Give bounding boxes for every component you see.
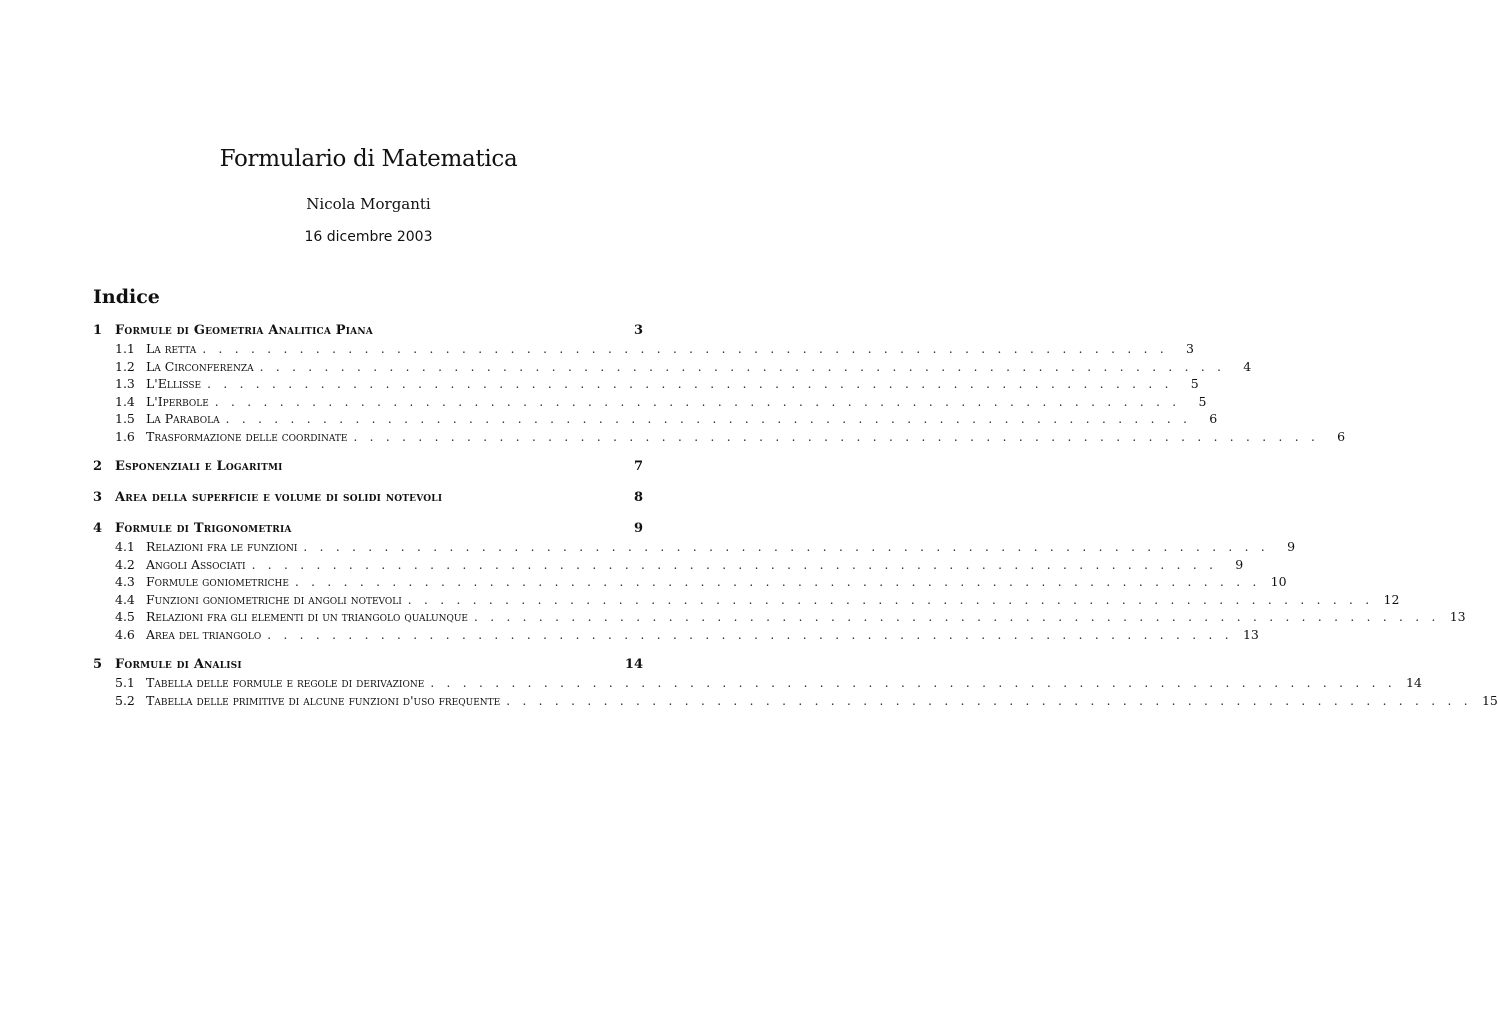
toc-subsection-title: Relazioni fra le funzioni [146, 539, 298, 554]
toc-subsection-number: 1.1 [115, 341, 135, 356]
toc-subsection-page: 13 [1449, 609, 1466, 624]
toc-subsection-entry[interactable] [115, 375, 1199, 393]
dot-leader: . . . . . . . . . . . . . . . . . . . . . . . . . . . . . . . . . . . . . . . . . . . . . . . . . . . . . . . . . . . . [259, 359, 1226, 374]
dot-leader: . . . . . . . . . . . . . . . . . . . . . . . . . . . . . . . . . . . . . . . . . . . . . . . . . . . . . . . . . . . . [225, 412, 1192, 426]
dot-leader: . . . . . . . . . . . . . . . . . . . . . . . . . . . . . . . . . . . . . . . . . . . . . . . . . . . . . . . . . . . . [251, 557, 1218, 572]
toc-subsection-number: 1.3 [115, 376, 135, 391]
toc-section [93, 322, 1346, 445]
dot-leader: . . . . . . . . . . . . . . . . . . . . . . . . . . . . . . . . . . . . . . . . . . . . . . . . . . . . . . . . . . . . [407, 592, 1374, 607]
toc-subsection-page: 10 [1270, 574, 1287, 589]
toc-section-number: 2 [93, 459, 103, 474]
toc-section-number: 3 [93, 490, 103, 505]
toc-section [93, 458, 643, 476]
toc-subsection-page: 6 [1337, 428, 1346, 444]
toc-section-entry[interactable] [93, 489, 643, 507]
toc-section [93, 520, 1466, 643]
toc-subsection-title: La retta [146, 341, 197, 356]
toc-section-title: Area della superficie e volume di solidi notevoli [115, 490, 443, 505]
toc-subsection-title: L'Ellisse [146, 376, 202, 391]
toc-subsection-entry[interactable] [115, 410, 1218, 428]
toc-subsection-title: Relazioni fra gli elementi di un triangolo qualunque [146, 609, 468, 624]
toc-subsection-number: 1.4 [115, 393, 135, 409]
toc-subsection-page: 3 [1185, 341, 1194, 356]
toc-subsection-number: 1.2 [115, 358, 135, 374]
toc-subsection-number: 4.5 [115, 609, 135, 624]
toc-section-title: Formule di Geometria Analitica Piana [115, 323, 373, 338]
toc-subsection-page: 5 [1198, 393, 1207, 409]
toc-subsection-page: 14 [1406, 675, 1422, 690]
toc-subsection-number: 4.6 [115, 626, 135, 642]
toc-section-entry[interactable] [93, 322, 643, 340]
toc-section-entry[interactable] [93, 458, 643, 476]
toc-subsection-title: Formule goniometriche [146, 574, 289, 589]
toc-subsection-page: 9 [1287, 539, 1296, 554]
toc-subsection-page: 4 [1243, 358, 1252, 374]
toc-subsection-number: 1.5 [115, 411, 135, 426]
toc-subsection-entry[interactable] [115, 538, 1296, 556]
toc-section-number: 1 [93, 323, 103, 338]
toc-subsection-number: 4.2 [115, 556, 135, 572]
toc-subsection-number: 5.1 [115, 675, 135, 690]
dot-leader: . . . . . . . . . . . . . . . . . . . . . . . . . . . . . . . . . . . . . . . . . . . . . . . . . . . . . . . . . . . . [353, 429, 1320, 444]
dot-leader: . . . . . . . . . . . . . . . . . . . . . . . . . . . . . . . . . . . . . . . . . . . . . . . . . . . . . . . . . . . . [294, 575, 1261, 589]
toc-subsection-title: La Circonferenza [146, 358, 254, 374]
toc-section-entry[interactable] [93, 656, 643, 674]
toc-subsection-entry[interactable] [115, 626, 1259, 644]
toc-subsection-entry[interactable] [115, 591, 1400, 609]
toc-subsection-title: L'Iperbole [146, 393, 209, 409]
toc-section-title: Esponenziali e Logaritmi [115, 459, 283, 474]
toc-subsection-number: 1.6 [115, 428, 135, 444]
dot-leader: . . . . . . . . . . . . . . . . . . . . . . . . . . . . . . . . . . . . . . . . . . . . . . . . . . . . . . . . . . . . [303, 540, 1270, 554]
toc-section-page: 3 [633, 323, 643, 338]
toc-subsection-page: 12 [1383, 591, 1400, 607]
toc-subsection-title: Tabella delle primitive di alcune funzioni d'uso frequente [146, 692, 501, 708]
toc-subsection-entry[interactable] [115, 393, 1207, 411]
toc-subsection-title: Tabella delle formule e regole di derivazione [146, 675, 425, 690]
toc-subsection-number: 4.1 [115, 539, 135, 554]
toc-subsection-entry[interactable] [115, 674, 1422, 692]
toc-subsection-page: 9 [1235, 556, 1244, 572]
toc-section-page: 7 [633, 459, 643, 474]
toc-subsection-title: Area del triangolo [146, 626, 262, 642]
toc-section-number: 4 [93, 521, 103, 536]
toc-section [93, 489, 643, 507]
toc-section-page: 9 [633, 521, 643, 536]
toc-subsection-entry[interactable] [115, 428, 1346, 446]
toc-section [93, 656, 1498, 709]
toc-subsection-entry[interactable] [115, 358, 1252, 376]
table-of-contents [93, 322, 1498, 709]
toc-section-title: Formule di Analisi [115, 657, 242, 672]
dot-leader: . . . . . . . . . . . . . . . . . . . . . . . . . . . . . . . . . . . . . . . . . . . . . . . . . . . . . . . . . . . . [430, 676, 1396, 690]
toc-subsection-page: 13 [1242, 626, 1259, 642]
toc-subsection-title: Angoli Associati [146, 556, 246, 572]
toc-subsection-entry[interactable] [115, 692, 1498, 710]
toc-subsection-entry[interactable] [115, 573, 1287, 591]
toc-subsection-number: 4.4 [115, 591, 135, 607]
toc-section-entry[interactable] [93, 520, 643, 538]
toc-heading: Indice [93, 286, 160, 308]
toc-subsection-entry[interactable] [115, 608, 1466, 626]
toc-section-page: 8 [633, 490, 643, 505]
toc-subsection-page: 5 [1190, 376, 1199, 391]
toc-subsection-title: La Parabola [146, 411, 220, 426]
toc-section-title: Formule di Trigonometria [115, 521, 292, 536]
dot-leader: . . . . . . . . . . . . . . . . . . . . . . . . . . . . . . . . . . . . . . . . . . . . . . . . . . . . . . . . . . . . [267, 627, 1233, 642]
toc-section-page: 14 [624, 657, 643, 672]
toc-section-number: 5 [93, 657, 103, 672]
toc-subsection-entry[interactable] [115, 340, 1194, 358]
document-date: 16 dicembre 2003 [304, 229, 433, 245]
dot-leader: . . . . . . . . . . . . . . . . . . . . . . . . . . . . . . . . . . . . . . . . . . . . . . . . . . . . . . . . . . . . [207, 377, 1173, 391]
dot-leader: . . . . . . . . . . . . . . . . . . . . . . . . . . . . . . . . . . . . . . . . . . . . . . . . . . . . . . . . . . . . [506, 693, 1472, 708]
toc-subsection-entry[interactable] [115, 556, 1244, 574]
document-author: Nicola Morganti [306, 195, 431, 213]
dot-leader: . . . . . . . . . . . . . . . . . . . . . . . . . . . . . . . . . . . . . . . . . . . . . . . . . . . . . . . . . . . . [474, 610, 1440, 624]
toc-subsection-page: 15 [1481, 692, 1498, 708]
document-title: Formulario di Matematica [219, 146, 518, 172]
toc-subsection-number: 5.2 [115, 692, 135, 708]
toc-subsection-title: Funzioni goniometriche di angoli notevoli [146, 591, 402, 607]
dot-leader: . . . . . . . . . . . . . . . . . . . . . . . . . . . . . . . . . . . . . . . . . . . . . . . . . . . . . . . . . . . . [214, 394, 1181, 409]
toc-subsection-number: 4.3 [115, 574, 135, 589]
toc-subsection-title: Trasformazione delle coordinate [146, 428, 348, 444]
dot-leader: . . . . . . . . . . . . . . . . . . . . . . . . . . . . . . . . . . . . . . . . . . . . . . . . . . . . . . . . . . . . [202, 342, 1168, 356]
toc-subsection-page: 6 [1209, 411, 1218, 426]
